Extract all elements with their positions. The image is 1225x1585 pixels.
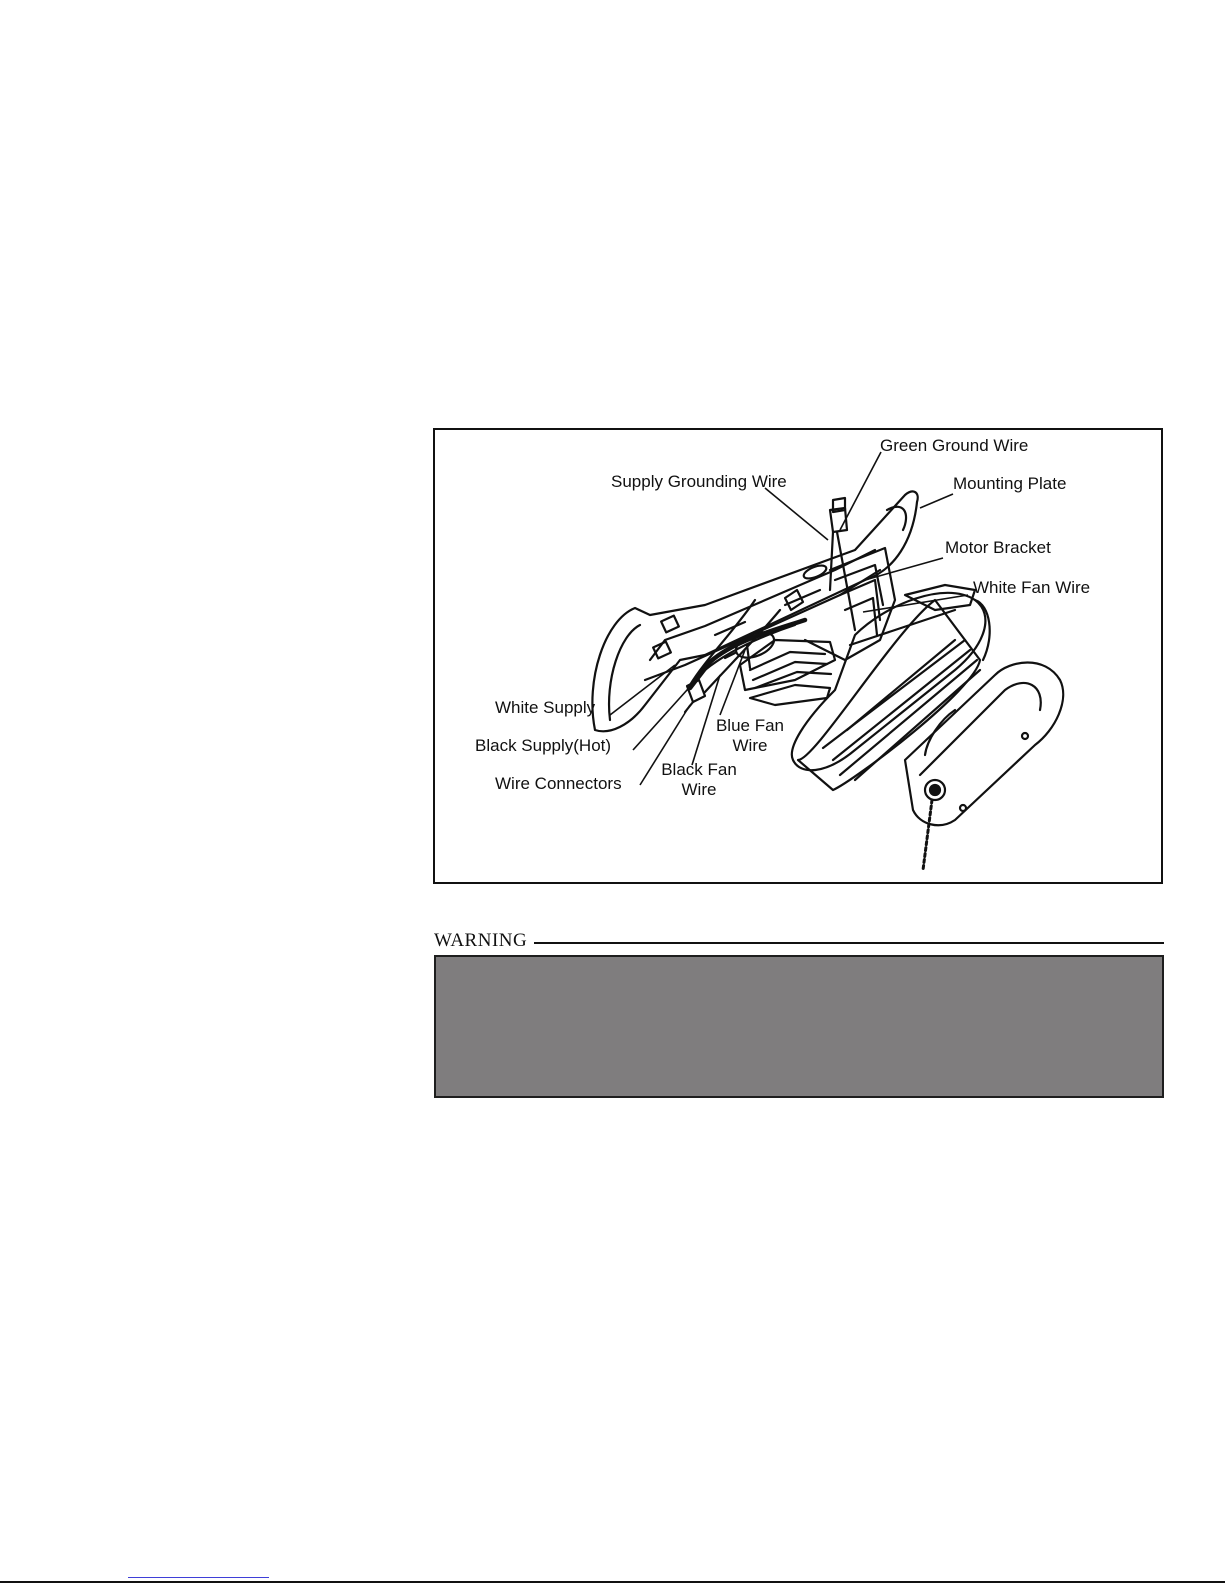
label-blue-fan-wire-line2: Wire <box>732 736 768 755</box>
warning-panel <box>434 955 1164 1098</box>
leader-mounting-plate <box>920 494 953 508</box>
label-white-supply: White Supply <box>495 698 596 717</box>
warning-header <box>434 930 1164 954</box>
warning-label: WARNING <box>434 930 533 952</box>
switch-housing-shape <box>905 663 1063 826</box>
label-mounting-plate: Mounting Plate <box>953 474 1067 493</box>
footer-rule <box>0 1581 1225 1583</box>
label-green-ground-wire: Green Ground Wire <box>880 436 1029 455</box>
warning-rule <box>534 942 1164 944</box>
label-black-fan-wire-line2: Wire <box>681 780 717 799</box>
label-supply-grounding-wire: Supply Grounding Wire <box>611 472 787 491</box>
pull-chain-shape <box>923 800 932 870</box>
label-black-fan-wire <box>653 760 745 800</box>
wiring-diagram-figure <box>433 428 1163 884</box>
label-wire-connectors: Wire Connectors <box>495 774 622 793</box>
label-motor-bracket: Motor Bracket <box>945 538 1051 557</box>
label-black-fan-wire-line1: Black Fan <box>661 760 737 779</box>
label-black-supply-hot: Black Supply(Hot) <box>475 736 612 755</box>
label-blue-fan-wire <box>707 716 793 756</box>
label-blue-fan-wire-line1: Blue Fan <box>715 716 785 735</box>
leader-supply-grounding <box>765 488 828 540</box>
label-white-fan-wire: White Fan Wire <box>973 578 1091 597</box>
leader-green-ground <box>840 452 881 530</box>
leader-blue-fan <box>720 650 745 715</box>
fan-wiring-illustration <box>435 430 1161 882</box>
footer-link-underline <box>128 1577 269 1578</box>
